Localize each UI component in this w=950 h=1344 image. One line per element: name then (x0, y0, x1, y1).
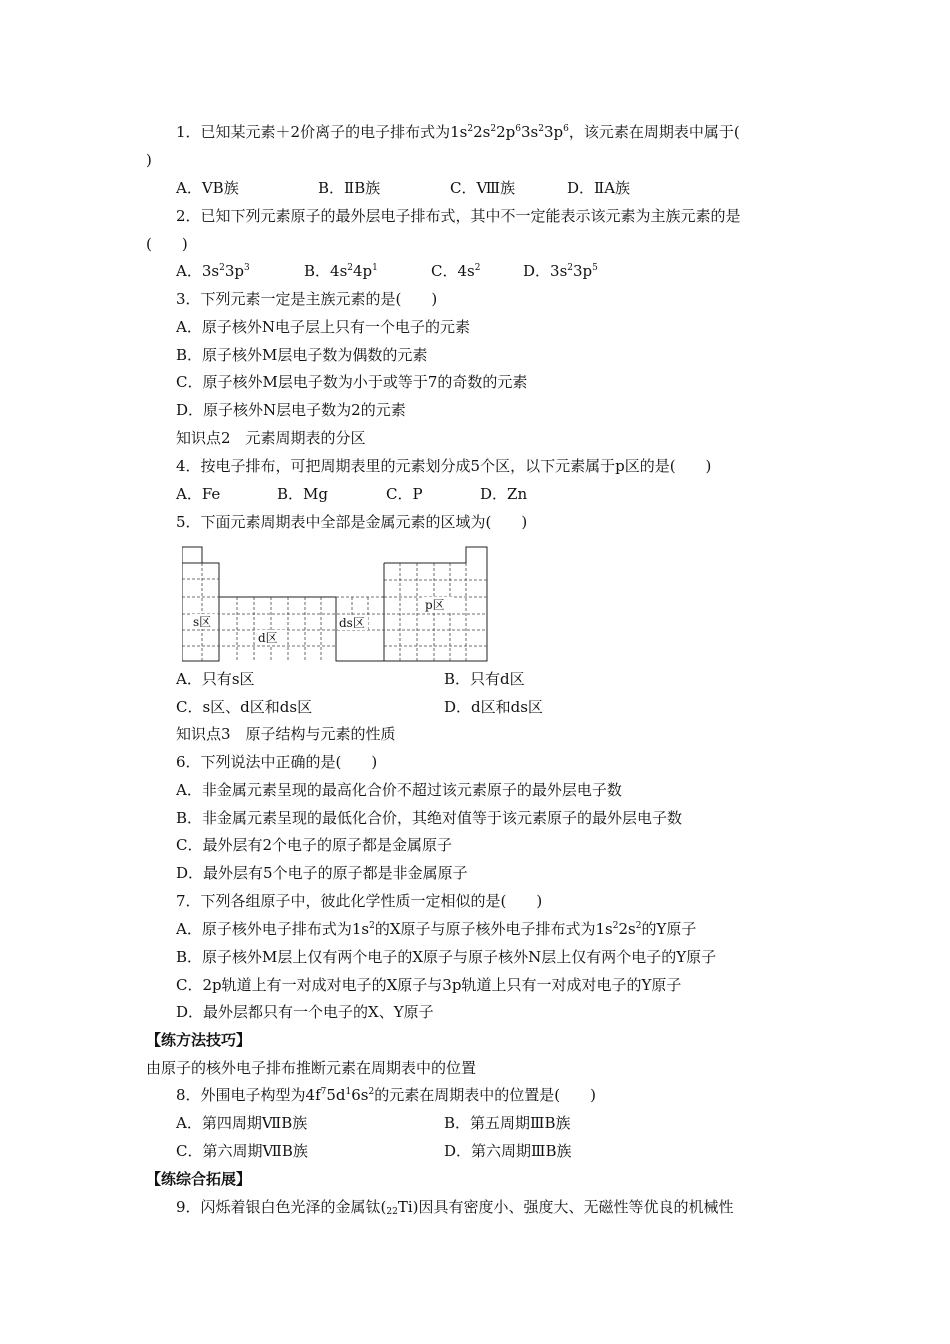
q1-option-d[interactable]: D．ⅡA族 (567, 179, 631, 197)
q1-option-c[interactable]: C．Ⅷ族 (450, 179, 516, 197)
q2-option-c[interactable]: C．$4s^2$ (431, 262, 481, 280)
q6-stem: 6．下列说法中正确的是( ) (176, 753, 378, 771)
label-ds-block: ds区 (339, 616, 365, 630)
pt-outline-part (202, 563, 219, 597)
q1-stem: 1．已知某元素＋2价离子的电子排布式为$1s^22s^22p^63s^23p^6$，该元素在周期表中属于( (176, 123, 740, 141)
label-p-block: p区 (425, 598, 445, 612)
q7-option-d[interactable]: D．最外层都只有一个电子的X、Y原子 (176, 1003, 434, 1021)
q8-option-c[interactable]: C．第六周期ⅦB族 (176, 1142, 308, 1160)
q8-option-b[interactable]: B．第五周期ⅢB族 (444, 1114, 571, 1132)
q4-option-d[interactable]: D．Zn (480, 485, 528, 503)
q4-option-c[interactable]: C．P (386, 485, 423, 503)
q2-option-b[interactable]: B．$4s^24p^1$ (304, 262, 378, 280)
q1-stem-cont: ) (146, 151, 152, 169)
q5-option-b[interactable]: B．只有d区 (444, 670, 525, 688)
q7-option-c[interactable]: C．2p轨道上有一对成对电子的X原子与3p轨道上只有一对成对电子的Y原子 (176, 976, 682, 994)
method-header: 【练方法技巧】 (146, 1031, 252, 1049)
section-heading-2: 知识点2 元素周期表的分区 (176, 429, 366, 447)
q7-option-a[interactable]: A．原子核外电子排布式为$1s^2$的X原子与原子核外电子排布式为$1s^22s^2$的Y原子 (176, 920, 697, 938)
q5-option-a[interactable]: A．只有s区 (176, 670, 255, 688)
q2-option-d[interactable]: D．$3s^23p^5$ (523, 262, 598, 280)
q4-stem: 4．按电子排布，可把周期表里的元素划分成5个区，以下元素属于p区的是( ) (176, 457, 712, 475)
periodic-table-diagram (182, 544, 494, 666)
q8-stem: 8．外围电子构型为$4f^75d^16s^2$的元素在周期表中的位置是( ) (176, 1086, 596, 1104)
q2-option-a[interactable]: A．$3s^23p^3$ (176, 262, 250, 280)
q3-stem: 3．下列元素一定是主族元素的是( ) (176, 290, 438, 308)
q3-option-c[interactable]: C．原子核外M层电子数为小于或等于7的奇数的元素 (176, 373, 528, 391)
q3-option-d[interactable]: D．原子核外N层电子数为2的元素 (176, 401, 406, 419)
q2-stem-cont: ( ) (146, 235, 188, 253)
q2-stem: 2．已知下列元素原子的最外层电子排布式，其中不一定能表示该元素为主族元素的是 (176, 207, 741, 225)
q3-option-b[interactable]: B．原子核外M层电子数为偶数的元素 (176, 346, 428, 364)
q3-option-a[interactable]: A．原子核外N电子层上只有一个电子的元素 (176, 318, 470, 336)
label-s-block: s区 (193, 615, 212, 629)
q4-option-a[interactable]: A．Fe (176, 485, 221, 503)
q8-option-d[interactable]: D．第六周期ⅢB族 (444, 1142, 572, 1160)
label-d-block: d区 (258, 631, 278, 645)
q4-option-b[interactable]: B．Mg (277, 485, 328, 503)
q1-option-b[interactable]: B．ⅡB族 (318, 179, 381, 197)
method-subheading: 由原子的核外电子排布推断元素在周期表中的位置 (146, 1059, 477, 1077)
pt-outline-part (182, 547, 202, 563)
q5-option-d[interactable]: D．d区和ds区 (444, 698, 543, 716)
extension-header: 【练综合拓展】 (146, 1170, 252, 1188)
q9-stem: 9．闪烁着银白色光泽的金属钛$(_{22}Ti)$因具有密度小、强度大、无磁性等优良的机械性 (176, 1198, 734, 1217)
q6-option-c[interactable]: C．最外层有2个电子的原子都是金属原子 (176, 836, 453, 854)
q5-option-c[interactable]: C．s区、d区和ds区 (176, 698, 313, 716)
q1-option-a[interactable]: A．ⅤB族 (176, 179, 239, 197)
section-heading-3: 知识点3 原子结构与元素的性质 (176, 725, 396, 743)
q6-option-b[interactable]: B．非金属元素呈现的最低化合价，其绝对值等于该元素原子的最外层电子数 (176, 809, 683, 827)
q6-option-d[interactable]: D．最外层有5个电子的原子都是非金属原子 (176, 864, 468, 882)
q7-stem: 7．下列各组原子中，彼此化学性质一定相似的是( ) (176, 892, 543, 910)
q6-option-a[interactable]: A．非金属元素呈现的最高化合价不超过该元素原子的最外层电子数 (176, 781, 622, 799)
q8-option-a[interactable]: A．第四周期ⅦB族 (176, 1114, 308, 1132)
q5-stem: 5．下面元素周期表中全部是金属元素的区域为( ) (176, 513, 528, 531)
q7-option-b[interactable]: B．原子核外M层上仅有两个电子的X原子与原子核外N层上仅有两个电子的Y原子 (176, 948, 717, 966)
